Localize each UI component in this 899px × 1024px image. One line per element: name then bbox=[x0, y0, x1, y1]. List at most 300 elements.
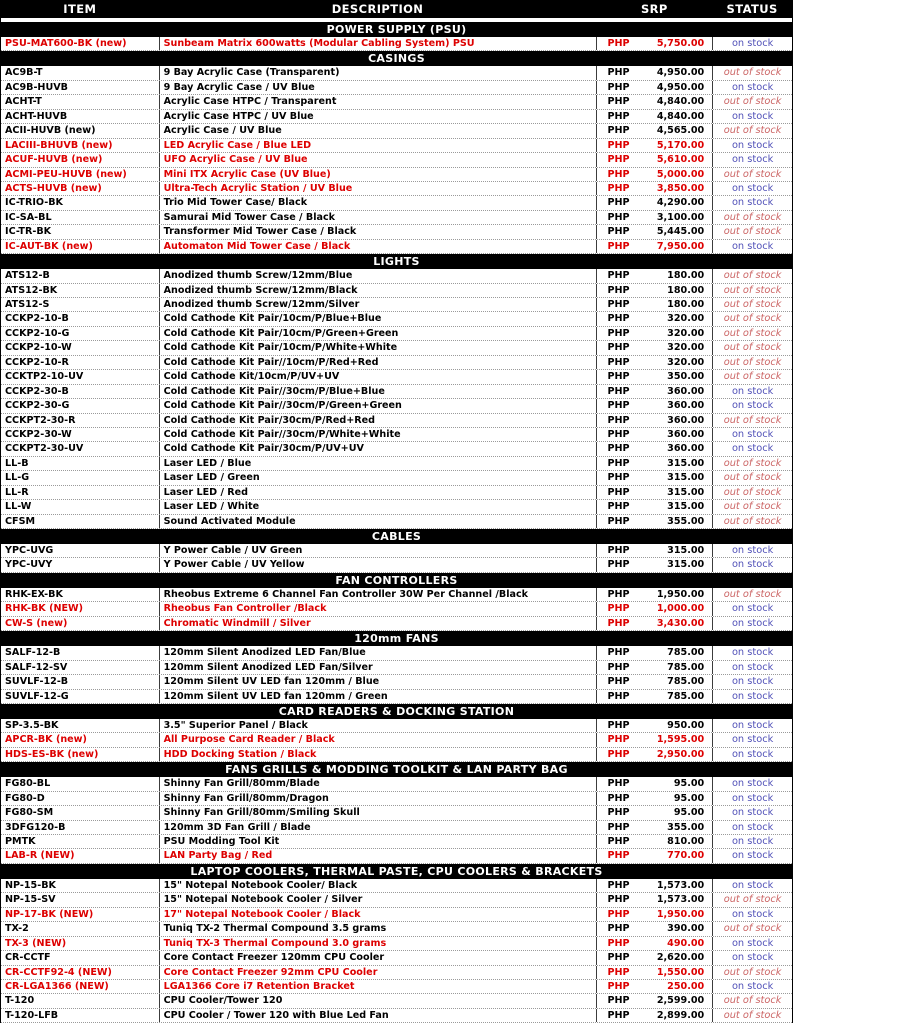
price-amount: 785.00 bbox=[667, 690, 705, 702]
price-amount: 1,595.00 bbox=[656, 734, 705, 746]
status-badge: on stock bbox=[712, 835, 792, 848]
srp-cell bbox=[596, 327, 712, 340]
item-cell: YPC-UVY bbox=[5, 559, 53, 571]
currency-label: PHP bbox=[607, 792, 630, 804]
currency-label: PHP bbox=[607, 748, 630, 760]
currency-label: PHP bbox=[607, 168, 630, 180]
description-cell: Trio Mid Tower Case/ Black bbox=[159, 196, 597, 209]
price-amount: 315.00 bbox=[667, 472, 705, 484]
description-cell: Cold Cathode Kit Pair/10cm/P/White+White bbox=[159, 341, 597, 354]
srp-cell bbox=[596, 1009, 712, 1022]
price-amount: 1,950.00 bbox=[656, 588, 705, 600]
item-cell: T-120-LFB bbox=[5, 1009, 59, 1021]
table-row bbox=[1, 500, 792, 514]
item-cell: RHK-BK (NEW) bbox=[5, 603, 84, 615]
status-badge: on stock bbox=[712, 442, 792, 455]
srp-cell bbox=[596, 240, 712, 253]
table-row bbox=[1, 153, 792, 167]
description-cell: Mini ITX Acrylic Case (UV Blue) bbox=[159, 168, 597, 181]
price-amount: 320.00 bbox=[667, 356, 705, 368]
description-cell: Ultra-Tech Acrylic Station / UV Blue bbox=[159, 182, 597, 195]
currency-label: PHP bbox=[607, 559, 630, 571]
item-cell: FG80-BL bbox=[5, 778, 51, 790]
column-header-status: STATUS bbox=[726, 2, 778, 16]
price-amount: 950.00 bbox=[667, 719, 705, 731]
status-badge: out of stock bbox=[712, 922, 792, 935]
description-cell: 9 Bay Acrylic Case (Transparent) bbox=[159, 66, 597, 79]
table-row bbox=[1, 821, 792, 835]
table-row bbox=[1, 139, 792, 153]
srp-cell bbox=[596, 748, 712, 761]
status-badge: on stock bbox=[712, 240, 792, 253]
section-header: FANS GRILLS & MODDING TOOLKIT & LAN PARTY BAG bbox=[1, 762, 792, 777]
item-cell: ACUF-HUVB (new) bbox=[5, 154, 103, 166]
item-cell: CCKP2-30-G bbox=[5, 400, 70, 412]
table-row bbox=[1, 182, 792, 196]
currency-label: PHP bbox=[607, 240, 630, 252]
status-badge: on stock bbox=[712, 806, 792, 819]
table-row bbox=[1, 95, 792, 109]
description-cell: 120mm Silent Anodized LED Fan/Blue bbox=[159, 646, 597, 659]
item-cell: PSU-MAT600-BK (new) bbox=[5, 38, 127, 49]
description-cell: Anodized thumb Screw/12mm/Black bbox=[159, 284, 597, 297]
table-row bbox=[1, 690, 792, 704]
srp-cell bbox=[596, 110, 712, 123]
srp-cell bbox=[596, 428, 712, 441]
price-amount: 250.00 bbox=[667, 980, 705, 992]
price-amount: 490.00 bbox=[667, 937, 705, 949]
price-amount: 2,620.00 bbox=[656, 952, 705, 964]
item-cell: HDS-ES-BK (new) bbox=[5, 748, 99, 760]
status-badge: on stock bbox=[712, 733, 792, 746]
section-header: CASINGS bbox=[1, 51, 792, 66]
price-amount: 4,565.00 bbox=[656, 125, 705, 137]
status-badge: on stock bbox=[712, 544, 792, 557]
status-badge: on stock bbox=[712, 617, 792, 630]
price-amount: 4,840.00 bbox=[656, 110, 705, 122]
description-cell: UFO Acrylic Case / UV Blue bbox=[159, 153, 597, 166]
price-amount: 5,170.00 bbox=[656, 139, 705, 151]
currency-label: PHP bbox=[607, 588, 630, 600]
section-header: LIGHTS bbox=[1, 254, 792, 269]
status-badge: out of stock bbox=[712, 66, 792, 79]
currency-label: PHP bbox=[607, 661, 630, 673]
price-amount: 360.00 bbox=[667, 428, 705, 440]
table-row bbox=[1, 81, 792, 95]
status-badge: out of stock bbox=[712, 341, 792, 354]
status-badge: on stock bbox=[712, 399, 792, 412]
item-cell: CR-CCTF bbox=[5, 952, 51, 964]
srp-cell bbox=[596, 385, 712, 398]
table-row bbox=[1, 385, 792, 399]
status-badge: on stock bbox=[712, 558, 792, 571]
currency-label: PHP bbox=[607, 894, 630, 906]
item-cell: LL-W bbox=[5, 501, 32, 513]
status-badge: out of stock bbox=[712, 211, 792, 224]
currency-label: PHP bbox=[607, 966, 630, 978]
column-header-srp: SRP bbox=[640, 2, 668, 16]
currency-label: PHP bbox=[607, 67, 630, 79]
price-amount: 3,100.00 bbox=[656, 211, 705, 223]
item-cell: CCKP2-10-B bbox=[5, 313, 69, 325]
item-cell: IC-TRIO-BK bbox=[5, 197, 63, 209]
status-badge: on stock bbox=[712, 908, 792, 921]
price-amount: 2,950.00 bbox=[656, 748, 705, 760]
srp-cell bbox=[596, 124, 712, 137]
currency-label: PHP bbox=[607, 270, 630, 282]
table-row bbox=[1, 792, 792, 806]
table-row bbox=[1, 849, 792, 863]
table-row bbox=[1, 733, 792, 747]
description-cell: Laser LED / White bbox=[159, 500, 597, 513]
srp-cell bbox=[596, 675, 712, 688]
status-badge: out of stock bbox=[712, 356, 792, 369]
currency-label: PHP bbox=[607, 908, 630, 920]
price-amount: 315.00 bbox=[667, 501, 705, 513]
item-cell: LACIII-BHUVB (new) bbox=[5, 139, 113, 151]
status-badge: on stock bbox=[712, 110, 792, 123]
table-row bbox=[1, 719, 792, 733]
item-cell: CW-S (new) bbox=[5, 617, 68, 629]
price-amount: 320.00 bbox=[667, 327, 705, 339]
price-amount: 180.00 bbox=[667, 299, 705, 310]
table-row bbox=[1, 966, 792, 980]
table-row bbox=[1, 298, 792, 312]
status-badge: on stock bbox=[712, 937, 792, 950]
srp-cell bbox=[596, 81, 712, 94]
description-cell: Tuniq TX-3 Thermal Compound 3.0 grams bbox=[159, 937, 597, 950]
srp-cell bbox=[596, 356, 712, 369]
srp-cell bbox=[596, 66, 712, 79]
table-row bbox=[1, 399, 792, 413]
srp-cell bbox=[596, 733, 712, 746]
price-amount: 2,599.00 bbox=[656, 995, 705, 1007]
item-cell: LAB-R (NEW) bbox=[5, 850, 75, 862]
status-badge: out of stock bbox=[712, 994, 792, 1007]
currency-label: PHP bbox=[607, 617, 630, 629]
item-cell: APCR-BK (new) bbox=[5, 734, 87, 746]
item-cell: CCKP2-10-G bbox=[5, 327, 70, 339]
item-cell: LL-B bbox=[5, 457, 29, 469]
item-cell: NP-15-BK bbox=[5, 879, 56, 891]
price-amount: 4,950.00 bbox=[656, 67, 705, 79]
currency-label: PHP bbox=[607, 850, 630, 862]
currency-label: PHP bbox=[607, 313, 630, 325]
item-cell: SALF-12-B bbox=[5, 647, 61, 659]
srp-cell bbox=[596, 980, 712, 993]
item-cell: AC9B-T bbox=[5, 67, 43, 79]
currency-label: PHP bbox=[607, 603, 630, 615]
description-cell: 3.5" Superior Panel / Black bbox=[159, 719, 597, 732]
price-amount: 785.00 bbox=[667, 661, 705, 673]
description-cell: Anodized thumb Screw/12mm/Silver bbox=[159, 298, 597, 311]
item-cell: NP-17-BK (NEW) bbox=[5, 908, 94, 920]
item-cell: SP-3.5-BK bbox=[5, 719, 59, 731]
section-header: LAPTOP COOLERS, THERMAL PASTE, CPU COOLERS & BRACKETS bbox=[1, 864, 792, 879]
srp-cell bbox=[596, 879, 712, 892]
description-cell: Rheobus Fan Controller /Black bbox=[159, 602, 597, 615]
table-row bbox=[1, 994, 792, 1008]
item-cell: CR-CCTF92-4 (NEW) bbox=[5, 966, 112, 978]
table-row bbox=[1, 269, 792, 283]
price-amount: 1,550.00 bbox=[656, 966, 705, 978]
description-cell: LAN Party Bag / Red bbox=[159, 849, 597, 862]
price-amount: 4,840.00 bbox=[656, 96, 705, 108]
price-amount: 320.00 bbox=[667, 342, 705, 354]
column-header-item: ITEM bbox=[63, 2, 97, 16]
status-badge: on stock bbox=[712, 849, 792, 862]
srp-cell bbox=[596, 602, 712, 615]
item-cell: ACTS-HUVB (new) bbox=[5, 182, 102, 194]
status-badge: out of stock bbox=[712, 298, 792, 311]
description-cell: Acrylic Case HTPC / Transparent bbox=[159, 95, 597, 108]
item-cell: NP-15-SV bbox=[5, 894, 56, 906]
srp-cell bbox=[596, 211, 712, 224]
srp-cell bbox=[596, 139, 712, 152]
status-badge: on stock bbox=[712, 602, 792, 615]
status-badge: on stock bbox=[712, 196, 792, 209]
currency-label: PHP bbox=[607, 472, 630, 484]
item-cell: CCKP2-30-B bbox=[5, 385, 69, 397]
table-row bbox=[1, 937, 792, 951]
price-amount: 390.00 bbox=[667, 923, 705, 935]
item-cell: T-120 bbox=[5, 995, 35, 1007]
description-cell: 9 Bay Acrylic Case / UV Blue bbox=[159, 81, 597, 94]
srp-cell bbox=[596, 951, 712, 964]
table-row bbox=[1, 37, 792, 51]
item-cell: ATS12-S bbox=[5, 299, 50, 310]
srp-cell bbox=[596, 922, 712, 935]
item-cell: CFSM bbox=[5, 515, 36, 527]
description-cell: 120mm Silent UV LED fan 120mm / Green bbox=[159, 690, 597, 703]
srp-cell bbox=[596, 908, 712, 921]
table-row bbox=[1, 370, 792, 384]
srp-cell bbox=[596, 168, 712, 181]
status-badge: on stock bbox=[712, 879, 792, 892]
price-amount: 1,573.00 bbox=[656, 894, 705, 906]
currency-label: PHP bbox=[607, 96, 630, 108]
status-badge: on stock bbox=[712, 661, 792, 674]
srp-cell bbox=[596, 284, 712, 297]
table-body bbox=[1, 22, 792, 1023]
item-cell: CCKP2-30-W bbox=[5, 428, 72, 440]
item-cell: TX-2 bbox=[5, 923, 29, 935]
description-cell: Rheobus Extreme 6 Channel Fan Controller 30W Per Channel /Black bbox=[159, 588, 597, 601]
item-cell: ATS12-BK bbox=[5, 284, 58, 296]
description-cell: Cold Cathode Kit/10cm/P/UV+UV bbox=[159, 370, 597, 383]
status-badge: out of stock bbox=[712, 457, 792, 470]
description-cell: Shinny Fan Grill/80mm/Smiling Skull bbox=[159, 806, 597, 819]
currency-label: PHP bbox=[607, 182, 630, 194]
description-cell: Cold Cathode Kit Pair/30cm/P/Red+Red bbox=[159, 414, 597, 427]
section-header: CARD READERS & DOCKING STATION bbox=[1, 704, 792, 719]
item-cell: RHK-EX-BK bbox=[5, 588, 63, 600]
table-row bbox=[1, 457, 792, 471]
currency-label: PHP bbox=[607, 676, 630, 688]
price-amount: 315.00 bbox=[667, 545, 705, 556]
status-badge: out of stock bbox=[712, 966, 792, 979]
currency-label: PHP bbox=[607, 995, 630, 1007]
price-amount: 1,573.00 bbox=[656, 879, 705, 891]
description-cell: HDD Docking Station / Black bbox=[159, 748, 597, 761]
price-amount: 7,950.00 bbox=[656, 240, 705, 252]
currency-label: PHP bbox=[607, 284, 630, 296]
currency-label: PHP bbox=[607, 690, 630, 702]
srp-cell bbox=[596, 370, 712, 383]
description-cell: Cold Cathode Kit Pair/30cm/P/UV+UV bbox=[159, 442, 597, 455]
srp-cell bbox=[596, 544, 712, 557]
table-row bbox=[1, 835, 792, 849]
table-row bbox=[1, 646, 792, 660]
status-badge: on stock bbox=[712, 792, 792, 805]
description-cell: Cold Cathode Kit Pair//30cm/P/Green+Green bbox=[159, 399, 597, 412]
price-amount: 5,445.00 bbox=[656, 226, 705, 238]
srp-cell bbox=[596, 515, 712, 528]
currency-label: PHP bbox=[607, 647, 630, 659]
currency-label: PHP bbox=[607, 952, 630, 964]
currency-label: PHP bbox=[607, 139, 630, 151]
status-badge: on stock bbox=[712, 81, 792, 94]
currency-label: PHP bbox=[607, 486, 630, 498]
description-cell: Chromatic Windmill / Silver bbox=[159, 617, 597, 630]
currency-label: PHP bbox=[607, 414, 630, 426]
status-badge: on stock bbox=[712, 153, 792, 166]
description-cell: Acrylic Case / UV Blue bbox=[159, 124, 597, 137]
currency-label: PHP bbox=[607, 154, 630, 166]
currency-label: PHP bbox=[607, 836, 630, 847]
description-cell: All Purpose Card Reader / Black bbox=[159, 733, 597, 746]
srp-cell bbox=[596, 821, 712, 834]
srp-cell bbox=[596, 471, 712, 484]
table-row bbox=[1, 893, 792, 907]
status-badge: out of stock bbox=[712, 414, 792, 427]
status-badge: on stock bbox=[712, 675, 792, 688]
description-cell: 17" Notepal Notebook Cooler / Black bbox=[159, 908, 597, 921]
description-cell: 120mm Silent UV LED fan 120mm / Blue bbox=[159, 675, 597, 688]
item-cell: PMTK bbox=[5, 836, 36, 847]
currency-label: PHP bbox=[607, 719, 630, 731]
table-row bbox=[1, 951, 792, 965]
table-row bbox=[1, 341, 792, 355]
price-amount: 1,000.00 bbox=[656, 603, 705, 615]
item-cell: SUVLF-12-B bbox=[5, 676, 69, 688]
srp-cell bbox=[596, 153, 712, 166]
srp-cell bbox=[596, 298, 712, 311]
status-badge: out of stock bbox=[712, 471, 792, 484]
item-cell: CCKPT2-30-R bbox=[5, 414, 76, 426]
srp-cell bbox=[596, 196, 712, 209]
currency-label: PHP bbox=[607, 356, 630, 368]
table-row bbox=[1, 661, 792, 675]
table-row bbox=[1, 225, 792, 239]
price-amount: 360.00 bbox=[667, 385, 705, 397]
price-amount: 95.00 bbox=[673, 778, 705, 790]
srp-cell bbox=[596, 937, 712, 950]
table-row bbox=[1, 312, 792, 326]
price-amount: 5,750.00 bbox=[656, 38, 705, 49]
srp-cell bbox=[596, 617, 712, 630]
table-row bbox=[1, 908, 792, 922]
item-cell: LL-R bbox=[5, 486, 29, 498]
srp-cell bbox=[596, 442, 712, 455]
status-badge: on stock bbox=[712, 385, 792, 398]
price-amount: 355.00 bbox=[667, 821, 705, 833]
table-row bbox=[1, 471, 792, 485]
status-badge: out of stock bbox=[712, 284, 792, 297]
table-row bbox=[1, 168, 792, 182]
description-cell: Laser LED / Green bbox=[159, 471, 597, 484]
description-cell: CPU Cooler/Tower 120 bbox=[159, 994, 597, 1007]
status-badge: on stock bbox=[712, 139, 792, 152]
table-row bbox=[1, 414, 792, 428]
status-badge: on stock bbox=[712, 951, 792, 964]
item-cell: FG80-D bbox=[5, 792, 45, 804]
currency-label: PHP bbox=[607, 807, 630, 819]
status-badge: out of stock bbox=[712, 370, 792, 383]
table-row bbox=[1, 515, 792, 529]
currency-label: PHP bbox=[607, 81, 630, 93]
status-badge: out of stock bbox=[712, 1009, 792, 1022]
description-cell: Core Contact Freezer 120mm CPU Cooler bbox=[159, 951, 597, 964]
currency-label: PHP bbox=[607, 38, 630, 49]
item-cell: LL-G bbox=[5, 472, 30, 484]
srp-cell bbox=[596, 690, 712, 703]
status-badge: out of stock bbox=[712, 893, 792, 906]
srp-cell bbox=[596, 994, 712, 1007]
price-amount: 95.00 bbox=[673, 792, 705, 804]
description-cell: 120mm 3D Fan Grill / Blade bbox=[159, 821, 597, 834]
currency-label: PHP bbox=[607, 821, 630, 833]
description-cell: CPU Cooler / Tower 120 with Blue Led Fan bbox=[159, 1009, 597, 1022]
price-amount: 4,290.00 bbox=[656, 197, 705, 209]
srp-cell bbox=[596, 457, 712, 470]
status-badge: on stock bbox=[712, 428, 792, 441]
description-cell: Y Power Cable / UV Yellow bbox=[159, 558, 597, 571]
price-amount: 785.00 bbox=[667, 647, 705, 659]
status-badge: on stock bbox=[712, 821, 792, 834]
description-cell: Transformer Mid Tower Case / Black bbox=[159, 225, 597, 238]
table-row bbox=[1, 211, 792, 225]
currency-label: PHP bbox=[607, 545, 630, 556]
description-cell: Sound Activated Module bbox=[159, 515, 597, 528]
item-cell: 3DFG120-B bbox=[5, 821, 66, 833]
description-cell: 15" Notepal Notebook Cooler / Silver bbox=[159, 893, 597, 906]
description-cell: Laser LED / Blue bbox=[159, 457, 597, 470]
price-amount: 2,899.00 bbox=[656, 1009, 705, 1021]
item-cell: IC-TR-BK bbox=[5, 226, 52, 238]
price-amount: 360.00 bbox=[667, 443, 705, 455]
price-amount: 5,000.00 bbox=[656, 168, 705, 180]
section-header: FAN CONTROLLERS bbox=[1, 573, 792, 588]
description-cell: Cold Cathode Kit Pair//30cm/P/White+White bbox=[159, 428, 597, 441]
table-row bbox=[1, 486, 792, 500]
table-row bbox=[1, 284, 792, 298]
table-header-row bbox=[1, 0, 792, 18]
description-cell: Shinny Fan Grill/80mm/Blade bbox=[159, 777, 597, 790]
price-amount: 5,610.00 bbox=[656, 154, 705, 166]
description-cell: PSU Modding Tool Kit bbox=[159, 835, 597, 848]
status-badge: out of stock bbox=[712, 269, 792, 282]
table-row bbox=[1, 1009, 792, 1023]
price-amount: 320.00 bbox=[667, 313, 705, 325]
item-cell: ACHT-T bbox=[5, 96, 42, 108]
status-badge: out of stock bbox=[712, 312, 792, 325]
currency-label: PHP bbox=[607, 457, 630, 469]
table-row bbox=[1, 588, 792, 602]
table-row bbox=[1, 327, 792, 341]
status-badge: on stock bbox=[712, 646, 792, 659]
table-row bbox=[1, 240, 792, 254]
